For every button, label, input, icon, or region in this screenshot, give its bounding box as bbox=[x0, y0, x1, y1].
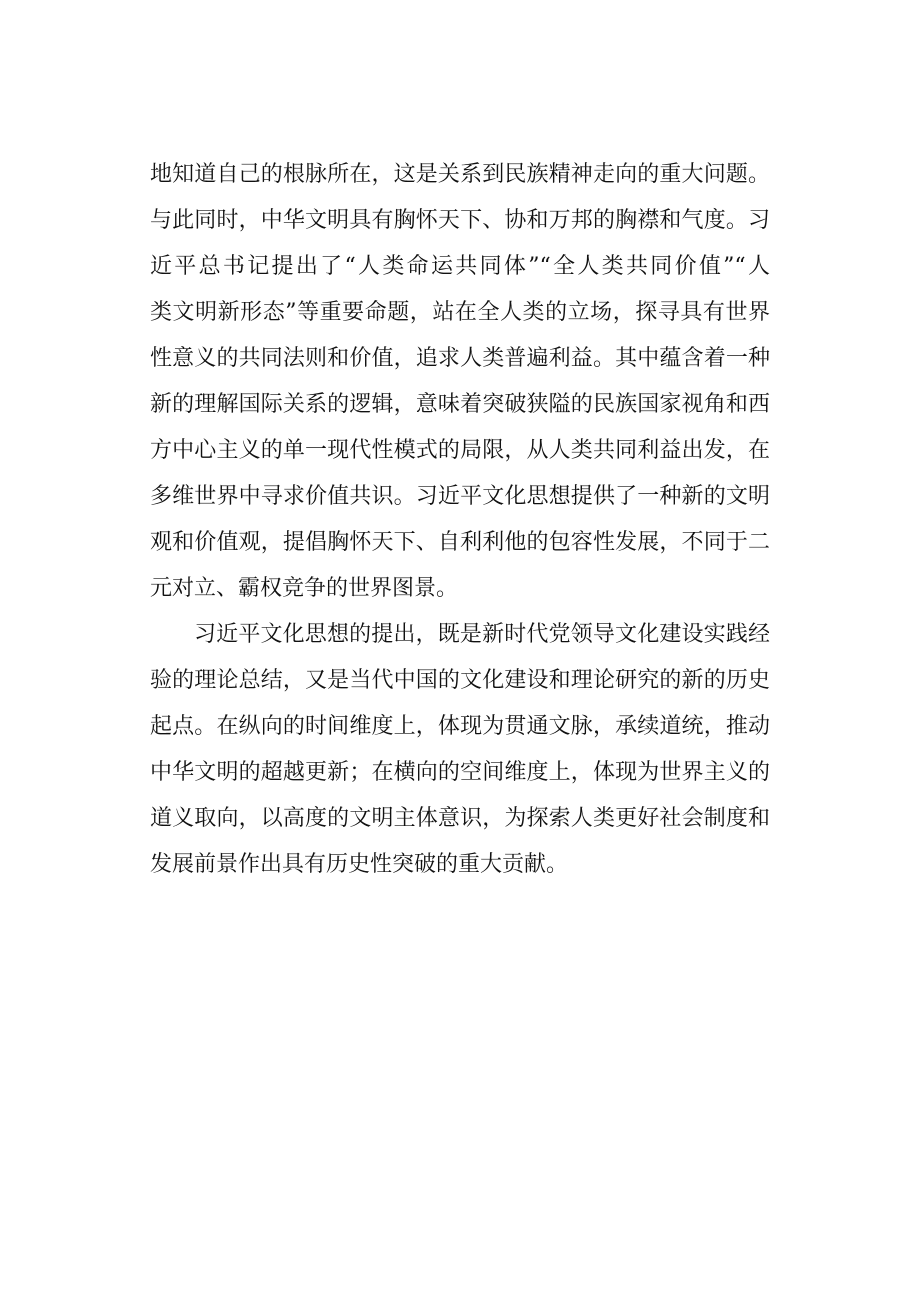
paragraph-2-line-2: 验的理论总结，又是当代中国的文化建设和理论研究的新的历史 bbox=[150, 668, 770, 693]
paragraph-1-line-8: 多维世界中寻求价值共识。习近平文化思想提供了一种新的文明 bbox=[150, 484, 770, 509]
paragraph-1-line-9: 观和价值观，提倡胸怀天下、自利利他的包容性发展，不同于二 bbox=[150, 530, 770, 555]
paragraph-2-line-5: 道义取向，以高度的文明主体意识，为探索人类更好社会制度和 bbox=[150, 806, 770, 831]
paragraph-1-line-10: 元对立、霸权竞争的世界图景。 bbox=[150, 576, 459, 601]
paragraph-1-line-1: 地知道自己的根脉所在，这是关系到民族精神走向的重大问题。 bbox=[150, 162, 770, 187]
paragraph-1-line-6: 新的理解国际关系的逻辑，意味着突破狭隘的民族国家视角和西 bbox=[150, 392, 770, 417]
paragraph-1-line-3: 近平总书记提出了“人类命运共同体”“全人类共同价值”“人 bbox=[150, 254, 770, 279]
paragraph-2-line-3: 起点。在纵向的时间维度上，体现为贯通文脉，承续道统，推动 bbox=[150, 714, 770, 739]
paragraph-1-line-4: 类文明新形态”等重要命题，站在全人类的立场，探寻具有世界 bbox=[150, 300, 770, 325]
paragraph-2 bbox=[150, 612, 770, 888]
paragraph-2-line-4: 中华文明的超越更新；在横向的空间维度上，体现为世界主义的 bbox=[150, 760, 770, 785]
paragraph-2-line-6: 发展前景作出具有历史性突破的重大贡献。 bbox=[150, 852, 569, 877]
paragraph-2-line-1: 习近平文化思想的提出，既是新时代党领导文化建设实践经 bbox=[194, 622, 770, 647]
paragraph-1-line-7: 方中心主义的单一现代性模式的局限，从人类共同利益出发，在 bbox=[150, 438, 770, 463]
paragraph-1-line-5: 性意义的共同法则和价值，追求人类普遍利益。其中蕴含着一种 bbox=[150, 346, 770, 371]
paragraph-1-line-2: 与此同时，中华文明具有胸怀天下、协和万邦的胸襟和气度。习 bbox=[150, 208, 770, 233]
document-body bbox=[150, 152, 770, 888]
paragraph-1 bbox=[150, 152, 770, 612]
